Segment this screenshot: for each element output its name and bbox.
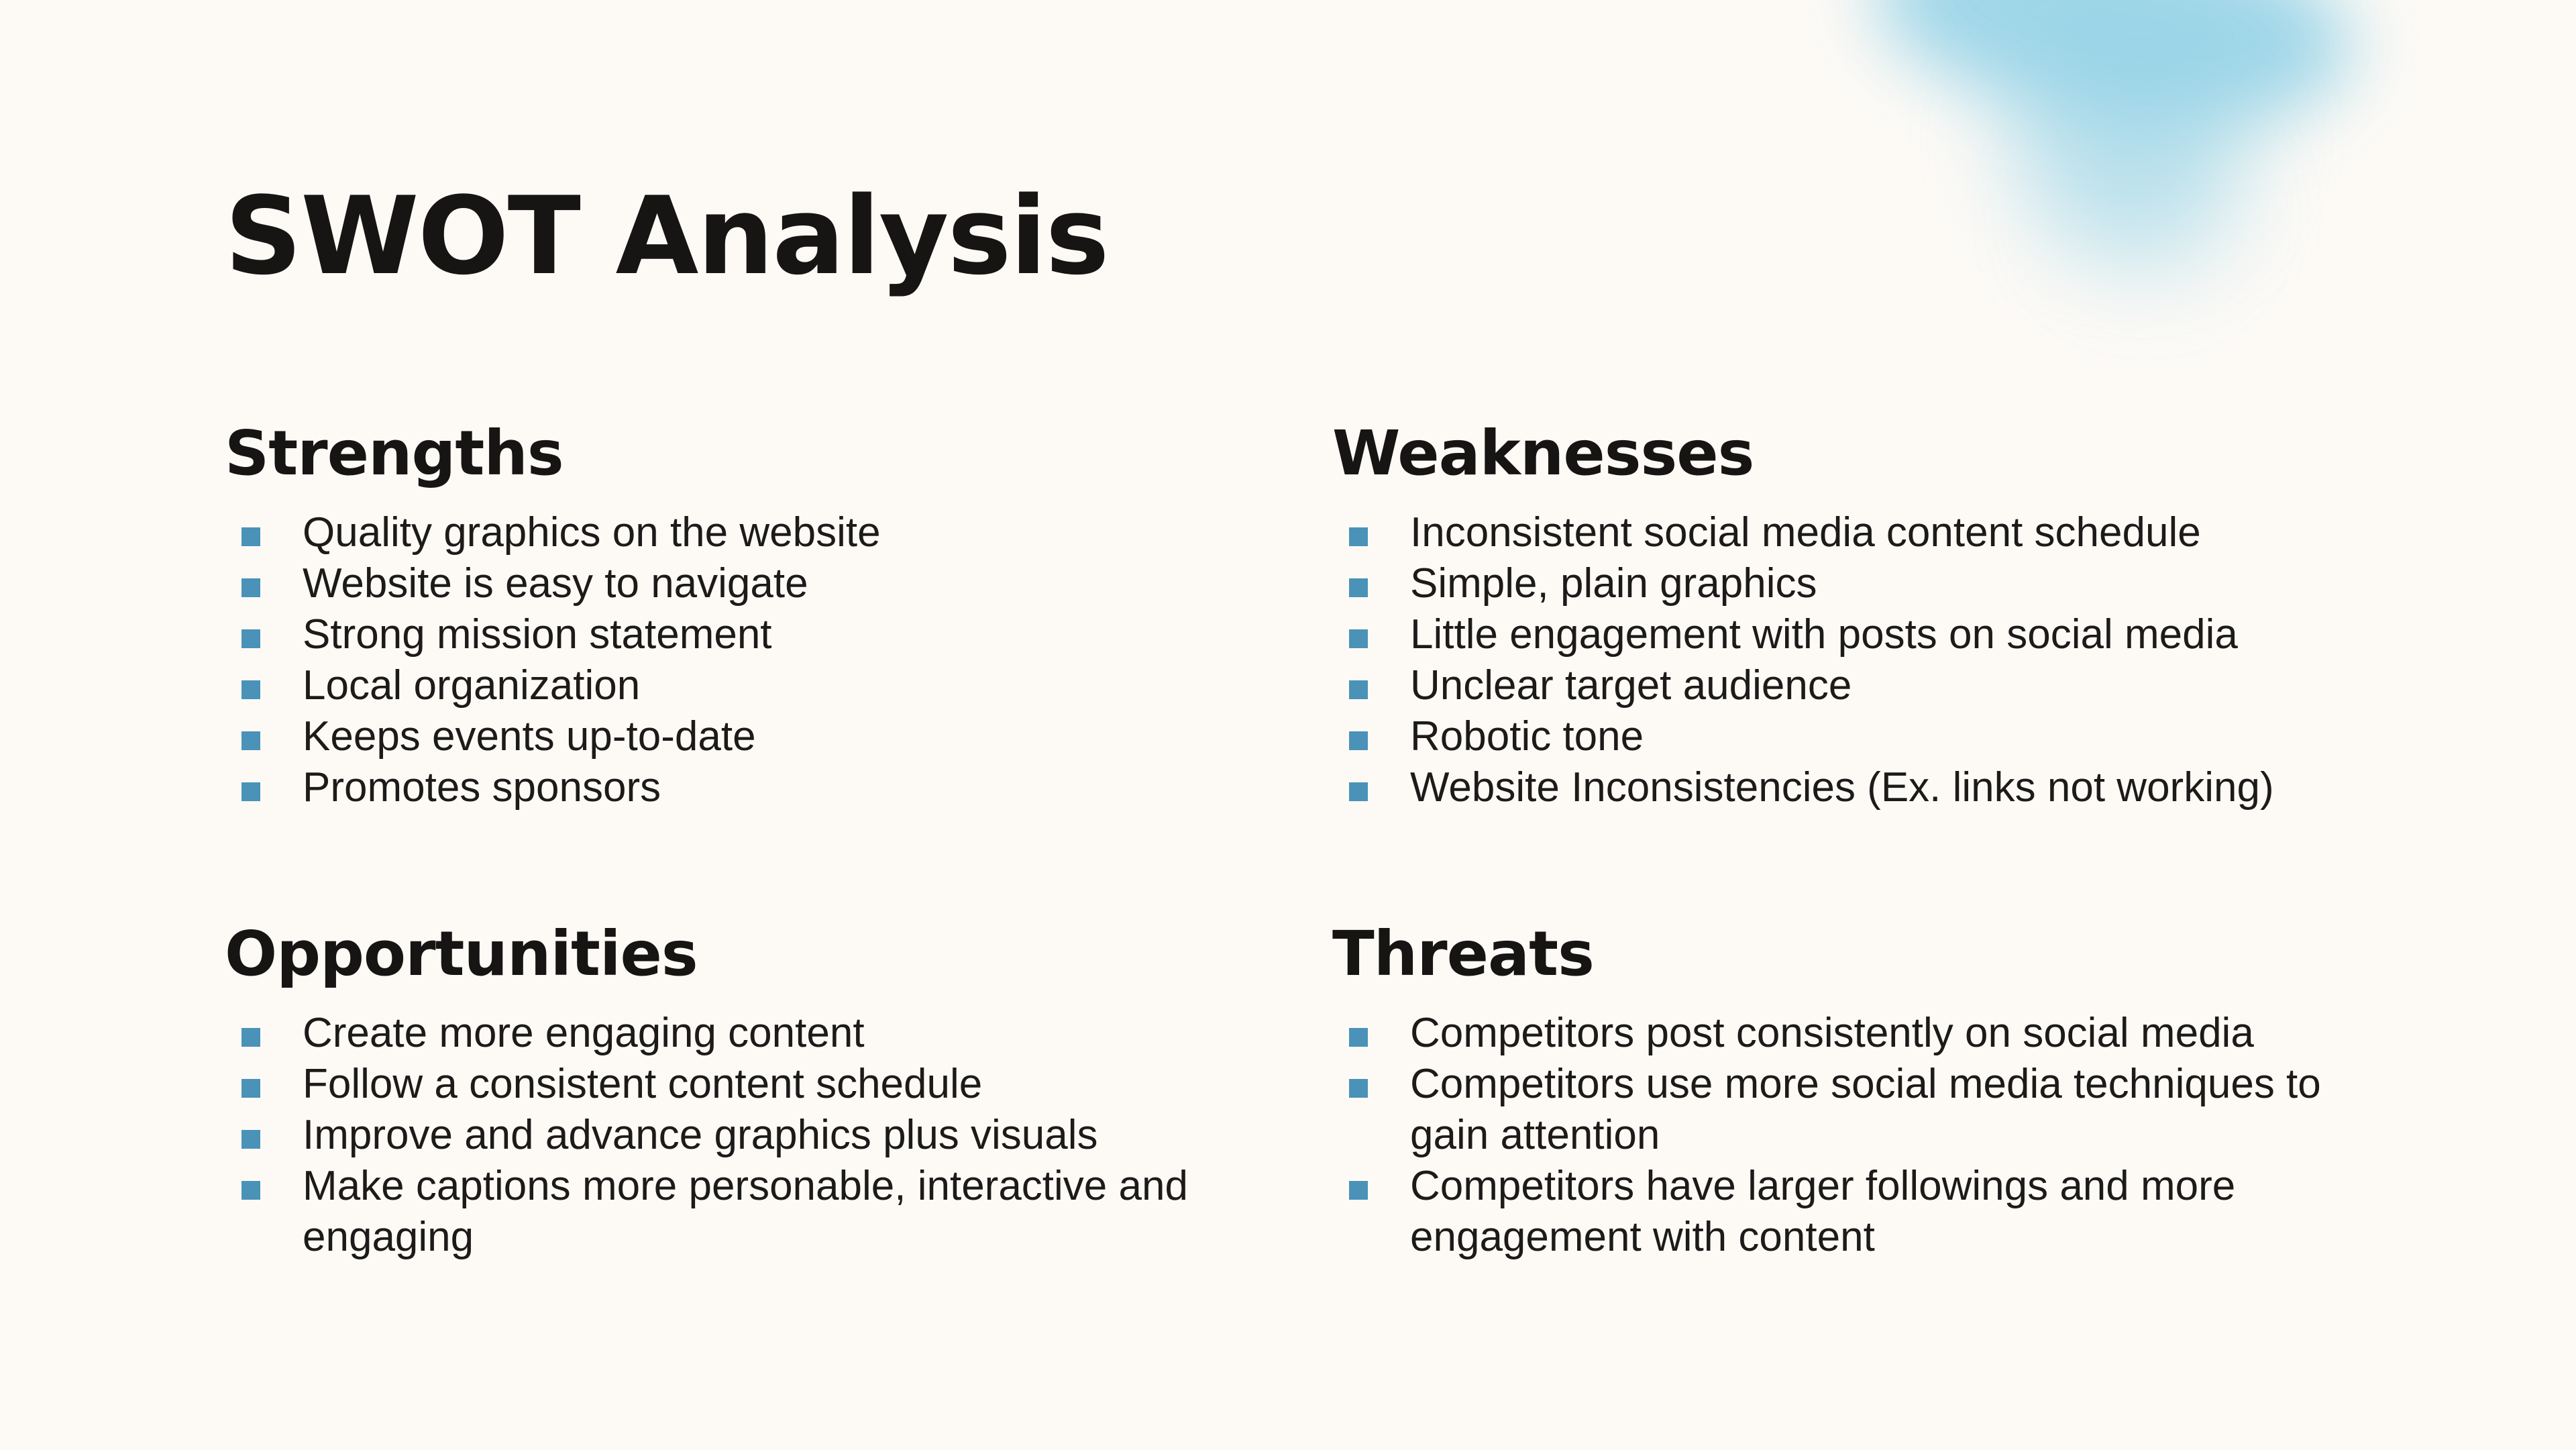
list-item-text: Robotic tone: [1410, 713, 1644, 760]
list-item-text: Quality graphics on the website: [303, 509, 881, 556]
list-item: [1332, 609, 2339, 660]
square-bullet-icon: [241, 629, 260, 648]
list-item: [225, 1059, 1231, 1110]
list-item-text: Website Inconsistencies (Ex. links not working): [1410, 764, 2274, 811]
list-item: [1332, 1059, 2339, 1161]
list-item-text: Inconsistent social media content schedule: [1410, 509, 2201, 556]
strengths-section: [225, 413, 1231, 813]
square-bullet-icon: [1349, 1028, 1368, 1047]
square-bullet-icon: [241, 1130, 260, 1149]
square-bullet-icon: [241, 527, 260, 546]
square-bullet-icon: [241, 1079, 260, 1098]
list-item-text: Promotes sponsors: [303, 764, 661, 811]
list-item-text: Improve and advance graphics plus visuals: [303, 1112, 1098, 1158]
list-item: [225, 711, 1231, 762]
list-item: [1332, 711, 2339, 762]
square-bullet-icon: [1349, 680, 1368, 699]
square-bullet-icon: [241, 782, 260, 801]
opportunities-section: [225, 914, 1231, 1263]
square-bullet-icon: [1349, 629, 1368, 648]
weaknesses-section: [1332, 413, 2339, 813]
square-bullet-icon: [241, 680, 260, 699]
list-item: [225, 507, 1231, 558]
decorative-blue-blob-fade: [2066, 148, 2227, 282]
list-item: [225, 609, 1231, 660]
strengths-list: [225, 507, 1231, 813]
square-bullet-icon: [1349, 782, 1368, 801]
list-item-text: Unclear target audience: [1410, 662, 1852, 709]
square-bullet-icon: [1349, 731, 1368, 750]
list-item: [1332, 558, 2339, 609]
weaknesses-list: [1332, 507, 2339, 813]
list-item-text: Competitors have larger followings and more engagement with content: [1410, 1163, 2236, 1260]
list-item-text: Competitors use more social media techniques to gain attention: [1410, 1061, 2321, 1158]
square-bullet-icon: [1349, 1079, 1368, 1098]
strengths-heading: Strengths: [225, 417, 564, 489]
list-item-text: Strong mission statement: [303, 611, 772, 658]
threats-section: [1332, 914, 2339, 1263]
square-bullet-icon: [1349, 527, 1368, 546]
list-item-text: Competitors post consistently on social media: [1410, 1010, 2254, 1056]
list-item: [1332, 1161, 2339, 1263]
slide-title: SWOT Analysis: [225, 173, 1108, 299]
list-item-text: Follow a consistent content schedule: [303, 1061, 983, 1107]
list-item: [1332, 660, 2339, 711]
list-item-text: Keeps events up-to-date: [303, 713, 756, 760]
list-item: [1332, 1008, 2339, 1059]
threats-list: [1332, 1008, 2339, 1263]
list-item: [225, 660, 1231, 711]
square-bullet-icon: [1349, 1181, 1368, 1200]
list-item: [1332, 762, 2339, 813]
list-item: [225, 1161, 1231, 1263]
list-item-text: Simple, plain graphics: [1410, 560, 1817, 607]
square-bullet-icon: [241, 731, 260, 750]
square-bullet-icon: [241, 1181, 260, 1200]
list-item-text: Create more engaging content: [303, 1010, 865, 1056]
square-bullet-icon: [1349, 578, 1368, 597]
opportunities-list: [225, 1008, 1231, 1263]
list-item-text: Little engagement with posts on social media: [1410, 611, 2238, 658]
weaknesses-heading: Weaknesses: [1332, 417, 1754, 489]
threats-heading: Threats: [1332, 918, 1594, 990]
opportunities-heading: Opportunities: [225, 918, 698, 990]
list-item-text: Website is easy to navigate: [303, 560, 808, 607]
list-item: [225, 1110, 1231, 1161]
square-bullet-icon: [241, 578, 260, 597]
square-bullet-icon: [241, 1028, 260, 1047]
list-item: [225, 558, 1231, 609]
list-item: [1332, 507, 2339, 558]
list-item-text: Local organization: [303, 662, 641, 709]
list-item: [225, 762, 1231, 813]
list-item-text: Make captions more personable, interactive and engaging: [303, 1163, 1188, 1260]
list-item: [225, 1008, 1231, 1059]
